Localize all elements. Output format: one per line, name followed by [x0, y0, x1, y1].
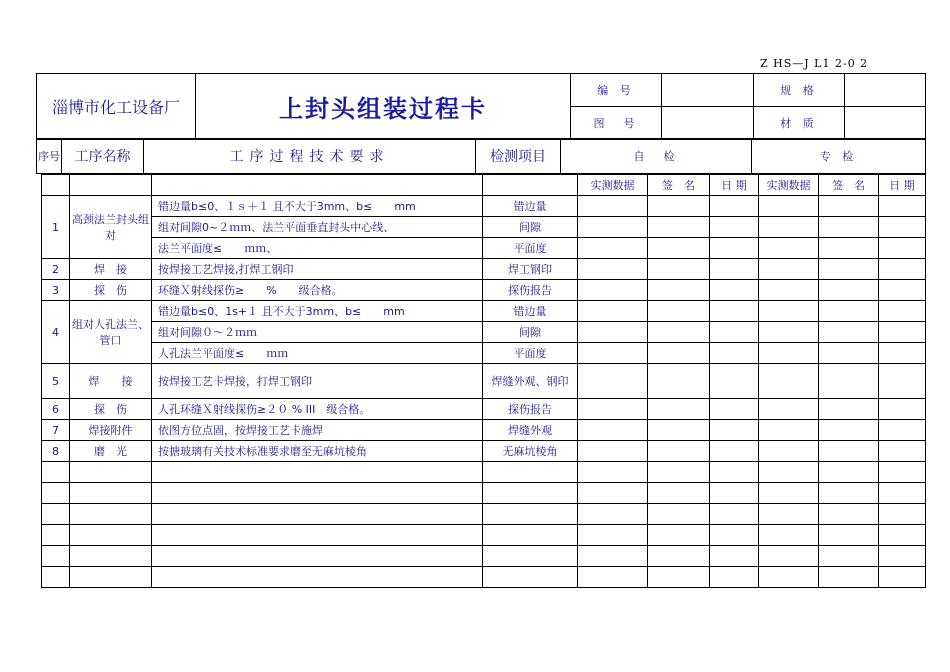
blank-cell[interactable]: [578, 525, 648, 546]
record-cell[interactable]: [648, 343, 710, 364]
table-row: [42, 280, 926, 301]
seq-cell: 8: [42, 441, 70, 462]
blank-cell[interactable]: [42, 483, 70, 504]
blank-cell[interactable]: [819, 462, 879, 483]
blank-cell[interactable]: [578, 567, 648, 588]
record-cell[interactable]: [879, 364, 926, 399]
blank-cell[interactable]: [483, 483, 578, 504]
blank-cell[interactable]: [42, 546, 70, 567]
inspection-item-cell: 间隙: [483, 217, 578, 238]
record-cell[interactable]: [819, 196, 879, 217]
record-cell[interactable]: [710, 364, 759, 399]
table-row: [42, 238, 926, 259]
blank-cell[interactable]: [710, 567, 759, 588]
requirement-cell: 按搪玻璃有关技术标准要求磨至无麻坑棱角: [152, 441, 483, 462]
blank-cell[interactable]: [648, 525, 710, 546]
special-check-header: 专 检: [752, 139, 926, 174]
table-row: [42, 441, 926, 462]
process-name-cell: 磨 光: [70, 441, 152, 462]
record-cell[interactable]: [648, 399, 710, 420]
blank-cell[interactable]: [879, 462, 926, 483]
blank-cell[interactable]: [759, 504, 819, 525]
special-sign-header: 签 名: [819, 175, 879, 196]
record-cell[interactable]: [710, 399, 759, 420]
blank-cell[interactable]: [879, 546, 926, 567]
blank-cell[interactable]: [879, 567, 926, 588]
record-cell[interactable]: [710, 343, 759, 364]
record-cell[interactable]: [819, 399, 879, 420]
self-measured-header: 实测数据: [578, 175, 648, 196]
seq-cell: 1: [42, 196, 70, 259]
blank-cell[interactable]: [483, 504, 578, 525]
spec-label: 规 格: [754, 74, 845, 107]
blank-cell[interactable]: [819, 483, 879, 504]
record-cell[interactable]: [710, 238, 759, 259]
record-cell[interactable]: [759, 364, 819, 399]
process-name-cell: 焊接附件: [70, 420, 152, 441]
blank-cell[interactable]: [710, 525, 759, 546]
table-row: [42, 399, 926, 420]
blank-cell[interactable]: [152, 462, 483, 483]
blank-cell[interactable]: [879, 483, 926, 504]
seq-header: 序号: [37, 139, 62, 174]
blank-row: [42, 546, 926, 567]
blank-cell[interactable]: [483, 525, 578, 546]
record-cell[interactable]: [759, 343, 819, 364]
blank-row: [42, 567, 926, 588]
record-cell[interactable]: [819, 364, 879, 399]
record-cell[interactable]: [819, 259, 879, 280]
record-cell[interactable]: [759, 259, 819, 280]
blank-cell[interactable]: [819, 504, 879, 525]
record-cell[interactable]: [578, 322, 648, 343]
document-code: Z HS—J L1 2-0 2: [760, 57, 869, 70]
sub-header-blank: [152, 175, 483, 196]
process-table: [41, 174, 926, 588]
record-cell[interactable]: [648, 259, 710, 280]
blank-cell[interactable]: [42, 567, 70, 588]
drawing-field[interactable]: [662, 107, 754, 140]
record-cell[interactable]: [759, 280, 819, 301]
record-cell[interactable]: [879, 343, 926, 364]
blank-cell[interactable]: [759, 525, 819, 546]
record-cell[interactable]: [759, 217, 819, 238]
blank-cell[interactable]: [578, 504, 648, 525]
record-cell[interactable]: [819, 217, 879, 238]
inspection-item-cell: 平面度: [483, 238, 578, 259]
requirement-cell: 组对间隙0~２ｍｍ、法兰平面垂直封头中心线、: [152, 217, 483, 238]
record-cell[interactable]: [578, 259, 648, 280]
blank-row: [42, 525, 926, 546]
record-cell[interactable]: [759, 238, 819, 259]
record-cell[interactable]: [578, 238, 648, 259]
special-date-header: 日 期: [879, 175, 926, 196]
record-cell[interactable]: [879, 196, 926, 217]
record-cell[interactable]: [759, 399, 819, 420]
inspection-item-cell: 焊缝外观、钢印: [483, 364, 578, 399]
table-row: [42, 343, 926, 364]
record-cell[interactable]: [578, 196, 648, 217]
record-cell[interactable]: [879, 301, 926, 322]
blank-row: [42, 462, 926, 483]
seq-cell: 4: [42, 301, 70, 364]
sub-header-row: [42, 175, 926, 196]
process-name-cell: 探 伤: [70, 399, 152, 420]
requirement-cell: 依图方位点固，按焊接工艺卡施焊: [152, 420, 483, 441]
inspection-item-cell: 错边量: [483, 196, 578, 217]
record-cell[interactable]: [879, 441, 926, 462]
blank-cell[interactable]: [710, 483, 759, 504]
column-header-table: [36, 138, 926, 174]
process-name-cell: 焊 接: [70, 364, 152, 399]
table-row: [42, 196, 926, 217]
inspection-item-cell: 焊工钢印: [483, 259, 578, 280]
sub-header-blank: [70, 175, 152, 196]
blank-cell[interactable]: [819, 546, 879, 567]
record-cell[interactable]: [819, 301, 879, 322]
record-cell[interactable]: [759, 196, 819, 217]
blank-cell[interactable]: [819, 567, 879, 588]
blank-cell[interactable]: [648, 567, 710, 588]
blank-cell[interactable]: [42, 525, 70, 546]
blank-cell[interactable]: [819, 525, 879, 546]
blank-cell[interactable]: [879, 504, 926, 525]
blank-cell[interactable]: [879, 525, 926, 546]
table-row: [42, 322, 926, 343]
record-cell[interactable]: [879, 420, 926, 441]
blank-cell[interactable]: [42, 462, 70, 483]
record-cell[interactable]: [578, 420, 648, 441]
process-name-header: 工序名称: [62, 139, 144, 174]
requirement-cell: 错边量b≤0、１ｓ＋１ 且不大于3mm、b≤ mm: [152, 196, 483, 217]
record-cell[interactable]: [819, 420, 879, 441]
record-cell[interactable]: [819, 238, 879, 259]
blank-cell[interactable]: [483, 546, 578, 567]
record-cell[interactable]: [879, 399, 926, 420]
blank-cell[interactable]: [483, 462, 578, 483]
record-cell[interactable]: [648, 196, 710, 217]
inspection-item-cell: 平面度: [483, 343, 578, 364]
process-name-cell: 探 伤: [70, 280, 152, 301]
page-title: 上封头组装过程卡: [196, 74, 571, 140]
blank-row: [42, 483, 926, 504]
table-row: [42, 420, 926, 441]
blank-cell[interactable]: [578, 483, 648, 504]
table-row: [42, 301, 926, 322]
seq-cell: 2: [42, 259, 70, 280]
special-measured-header: 实测数据: [759, 175, 819, 196]
record-cell[interactable]: [648, 322, 710, 343]
seq-cell: 7: [42, 420, 70, 441]
factory-name: 淄博市化工设备厂: [37, 74, 196, 140]
record-cell[interactable]: [759, 441, 819, 462]
requirements-header: 工序过程技术要求: [144, 139, 476, 174]
self-sign-header: 签 名: [648, 175, 710, 196]
process-name-cell: 焊 接: [70, 259, 152, 280]
blank-cell[interactable]: [648, 462, 710, 483]
inspection-header: 检测项目: [476, 139, 561, 174]
record-cell[interactable]: [648, 217, 710, 238]
record-cell[interactable]: [819, 322, 879, 343]
record-cell[interactable]: [578, 301, 648, 322]
sub-header-blank: [42, 175, 70, 196]
requirement-cell: 人孔法兰平面度≤ ｍｍ: [152, 343, 483, 364]
record-cell[interactable]: [648, 301, 710, 322]
record-cell[interactable]: [710, 217, 759, 238]
number-field[interactable]: [662, 74, 754, 107]
requirement-cell: 法兰平面度≤ ｍｍ、: [152, 238, 483, 259]
inspection-item-cell: 无麻坑棱角: [483, 441, 578, 462]
record-cell[interactable]: [648, 441, 710, 462]
record-cell[interactable]: [710, 259, 759, 280]
blank-cell[interactable]: [648, 504, 710, 525]
self-check-header: 自 检: [561, 139, 752, 174]
record-cell[interactable]: [879, 238, 926, 259]
record-cell[interactable]: [578, 399, 648, 420]
record-cell[interactable]: [879, 217, 926, 238]
record-cell[interactable]: [578, 280, 648, 301]
record-cell[interactable]: [879, 280, 926, 301]
blank-cell[interactable]: [578, 546, 648, 567]
record-cell[interactable]: [578, 217, 648, 238]
record-cell[interactable]: [578, 343, 648, 364]
blank-cell[interactable]: [483, 567, 578, 588]
number-label: 编 号: [571, 74, 662, 107]
blank-cell[interactable]: [710, 546, 759, 567]
seq-cell: 6: [42, 399, 70, 420]
table-row: [42, 364, 926, 399]
blank-row: [42, 504, 926, 525]
blank-cell[interactable]: [578, 462, 648, 483]
blank-cell[interactable]: [152, 546, 483, 567]
blank-cell[interactable]: [648, 483, 710, 504]
inspection-item-cell: 探伤报告: [483, 399, 578, 420]
record-cell[interactable]: [759, 301, 819, 322]
spec-field[interactable]: [845, 74, 926, 107]
material-field[interactable]: [845, 107, 926, 140]
record-cell[interactable]: [648, 364, 710, 399]
blank-cell[interactable]: [759, 483, 819, 504]
seq-cell: 5: [42, 364, 70, 399]
record-cell[interactable]: [648, 238, 710, 259]
record-cell[interactable]: [710, 322, 759, 343]
drawing-label: 图 号: [571, 107, 662, 140]
record-cell[interactable]: [879, 322, 926, 343]
inspection-item-cell: 探伤报告: [483, 280, 578, 301]
blank-cell[interactable]: [759, 546, 819, 567]
process-name-cell: 组对人孔法兰、管口: [70, 301, 152, 364]
record-cell[interactable]: [759, 322, 819, 343]
self-date-header: 日 期: [710, 175, 759, 196]
process-name-cell: 高颈法兰封头组对: [70, 196, 152, 259]
inspection-item-cell: 焊缝外观: [483, 420, 578, 441]
table-row: [42, 217, 926, 238]
blank-cell[interactable]: [759, 567, 819, 588]
record-cell[interactable]: [759, 420, 819, 441]
record-cell[interactable]: [710, 280, 759, 301]
record-cell[interactable]: [648, 420, 710, 441]
sub-header-blank: [483, 175, 578, 196]
record-cell[interactable]: [710, 196, 759, 217]
record-cell[interactable]: [819, 280, 879, 301]
blank-cell[interactable]: [70, 504, 152, 525]
requirement-cell: 按焊接工艺卡焊接，打焊工钢印: [152, 364, 483, 399]
blank-cell[interactable]: [710, 504, 759, 525]
blank-cell[interactable]: [70, 483, 152, 504]
requirement-cell: 按焊接工艺焊接,打焊工钢印: [152, 259, 483, 280]
inspection-item-cell: 错边量: [483, 301, 578, 322]
record-cell[interactable]: [879, 259, 926, 280]
blank-cell[interactable]: [710, 462, 759, 483]
blank-cell[interactable]: [70, 525, 152, 546]
blank-cell[interactable]: [152, 525, 483, 546]
blank-cell[interactable]: [70, 567, 152, 588]
blank-cell[interactable]: [759, 462, 819, 483]
blank-cell[interactable]: [152, 504, 483, 525]
record-cell[interactable]: [710, 420, 759, 441]
record-cell[interactable]: [648, 280, 710, 301]
seq-cell: 3: [42, 280, 70, 301]
requirement-cell: 环缝Ｘ射线探伤≥ % 级合格。: [152, 280, 483, 301]
requirement-cell: 人孔环缝Ｘ射线探伤≥２０ % III 级合格。: [152, 399, 483, 420]
record-cell[interactable]: [819, 441, 879, 462]
inspection-item-cell: 间隙: [483, 322, 578, 343]
blank-cell[interactable]: [70, 546, 152, 567]
header-table: [36, 73, 926, 140]
record-cell[interactable]: [578, 441, 648, 462]
blank-cell[interactable]: [42, 504, 70, 525]
record-cell[interactable]: [710, 301, 759, 322]
blank-cell[interactable]: [648, 546, 710, 567]
blank-cell[interactable]: [152, 483, 483, 504]
blank-cell[interactable]: [70, 462, 152, 483]
material-label: 材 质: [754, 107, 845, 140]
table-row: [42, 259, 926, 280]
blank-cell[interactable]: [152, 567, 483, 588]
requirement-cell: 组对间隙０～２ｍｍ: [152, 322, 483, 343]
record-cell[interactable]: [710, 441, 759, 462]
requirement-cell: 错边量b≤0、1s+１ 且不大于3mm、b≤ mm: [152, 301, 483, 322]
record-cell[interactable]: [819, 343, 879, 364]
record-cell[interactable]: [578, 364, 648, 399]
